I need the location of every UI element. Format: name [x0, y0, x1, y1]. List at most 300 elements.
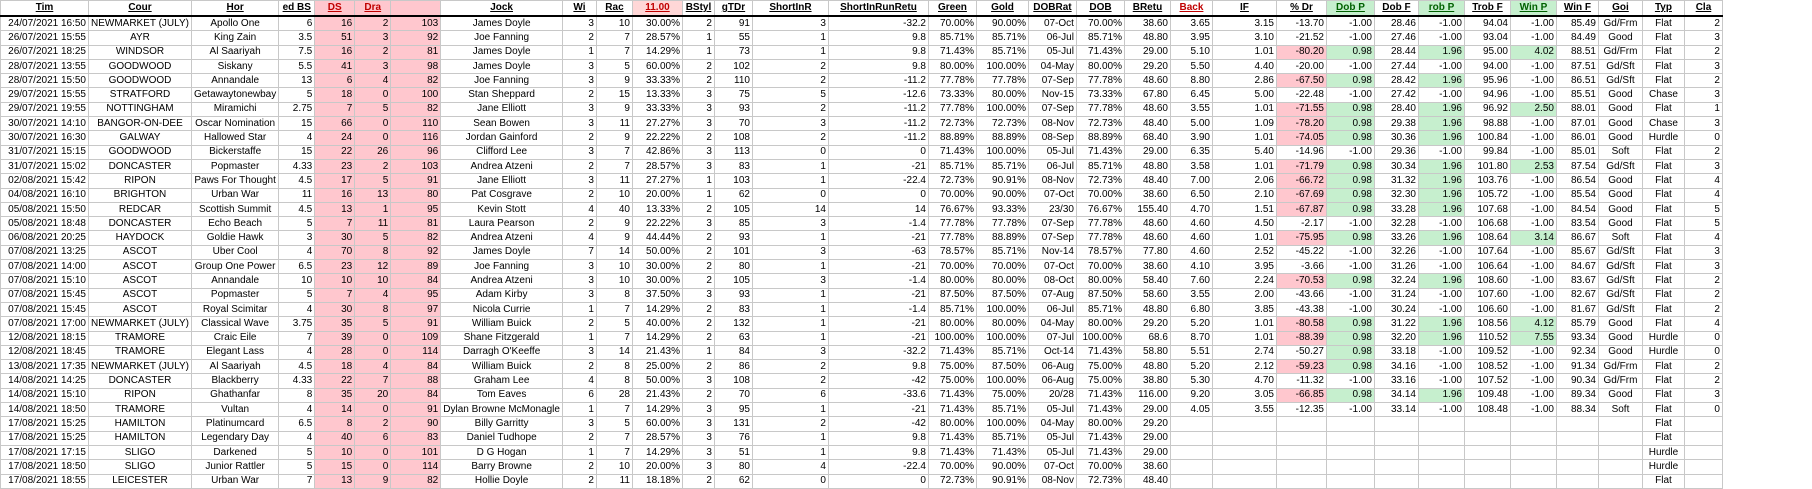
table-cell[interactable]: 0: [355, 345, 391, 359]
table-cell[interactable]: Soft: [1598, 145, 1642, 159]
table-cell[interactable]: Graham Lee: [441, 374, 563, 388]
table-cell[interactable]: 80.00%: [1076, 417, 1124, 431]
table-cell[interactable]: 07/08/2021 13:25: [1, 245, 89, 259]
table-cell[interactable]: 3.90: [1170, 131, 1212, 145]
table-cell[interactable]: 2: [682, 59, 714, 73]
table-cell[interactable]: -1.00: [1510, 59, 1556, 73]
column-header[interactable]: Trob F: [1464, 1, 1510, 17]
table-cell[interactable]: Echo Beach: [191, 217, 278, 231]
table-cell[interactable]: 109.48: [1464, 388, 1510, 402]
table-cell[interactable]: [1326, 431, 1374, 445]
table-cell[interactable]: 06-Jul: [1028, 302, 1076, 316]
table-cell[interactable]: Gd/Frm: [1598, 16, 1642, 31]
table-cell[interactable]: 1: [752, 403, 828, 417]
table-cell[interactable]: 07-Oct: [1028, 260, 1076, 274]
table-cell[interactable]: 93.04: [1464, 31, 1510, 45]
table-cell[interactable]: 32.24: [1374, 274, 1418, 288]
table-cell[interactable]: 0: [355, 331, 391, 345]
table-cell[interactable]: TRAMORE: [89, 345, 192, 359]
table-cell[interactable]: 0: [828, 145, 928, 159]
table-cell[interactable]: -1.4: [828, 274, 928, 288]
table-cell[interactable]: 4.5: [279, 360, 315, 374]
table-cell[interactable]: 100.00%: [928, 331, 976, 345]
table-cell[interactable]: 5: [279, 460, 315, 474]
table-cell[interactable]: 85.54: [1556, 188, 1598, 202]
table-cell[interactable]: [1418, 445, 1464, 459]
table-cell[interactable]: -1.00: [1510, 374, 1556, 388]
table-cell[interactable]: 108.64: [1464, 231, 1510, 245]
table-cell[interactable]: -1.00: [1418, 260, 1464, 274]
table-cell[interactable]: 22: [315, 145, 355, 159]
table-cell[interactable]: -1.00: [1326, 145, 1374, 159]
table-cell[interactable]: 51: [315, 31, 355, 45]
table-cell[interactable]: REDCAR: [89, 202, 192, 216]
table-cell[interactable]: 11: [355, 217, 391, 231]
table-cell[interactable]: 04-May: [1028, 317, 1076, 331]
table-cell[interactable]: 89.34: [1556, 388, 1598, 402]
table-cell[interactable]: 27.44: [1374, 59, 1418, 73]
table-cell[interactable]: 70: [315, 245, 355, 259]
table-cell[interactable]: -21: [828, 331, 928, 345]
table-cell[interactable]: Good: [1598, 331, 1642, 345]
table-cell[interactable]: Oscar Nomination: [191, 117, 278, 131]
table-cell[interactable]: 3: [752, 274, 828, 288]
table-cell[interactable]: 23: [315, 260, 355, 274]
table-cell[interactable]: 96.92: [1464, 102, 1510, 116]
table-cell[interactable]: 0: [1684, 131, 1722, 145]
table-cell[interactable]: 0.98: [1326, 117, 1374, 131]
table-cell[interactable]: 28.57%: [632, 431, 682, 445]
table-cell[interactable]: 21.43%: [632, 345, 682, 359]
table-cell[interactable]: 5.10: [1170, 45, 1212, 59]
table-cell[interactable]: 80.00%: [1076, 59, 1124, 73]
table-cell[interactable]: Paws For Thought: [191, 174, 278, 188]
table-cell[interactable]: 83: [714, 159, 752, 173]
table-cell[interactable]: 15: [279, 117, 315, 131]
table-cell[interactable]: 3: [1684, 88, 1722, 102]
table-cell[interactable]: 2.74: [1212, 345, 1276, 359]
table-cell[interactable]: Good: [1598, 317, 1642, 331]
table-cell[interactable]: Classical Wave: [191, 317, 278, 331]
table-cell[interactable]: 32.20: [1374, 331, 1418, 345]
table-cell[interactable]: 50.00%: [632, 374, 682, 388]
table-cell[interactable]: -32.2: [828, 345, 928, 359]
table-cell[interactable]: Scottish Summit: [191, 202, 278, 216]
table-cell[interactable]: 76.67%: [1076, 202, 1124, 216]
table-cell[interactable]: -42: [828, 417, 928, 431]
table-cell[interactable]: 35: [315, 388, 355, 402]
table-cell[interactable]: -75.95: [1276, 231, 1326, 245]
table-cell[interactable]: Oct-14: [1028, 345, 1076, 359]
table-cell[interactable]: 29.00: [1124, 445, 1170, 459]
column-header[interactable]: Win P: [1510, 1, 1556, 17]
table-cell[interactable]: 10: [596, 460, 632, 474]
table-cell[interactable]: 90.91%: [976, 474, 1028, 488]
table-cell[interactable]: WINDSOR: [89, 45, 192, 59]
table-cell[interactable]: 77.78%: [928, 74, 976, 88]
table-cell[interactable]: 91: [391, 174, 441, 188]
table-cell[interactable]: 2: [355, 417, 391, 431]
table-cell[interactable]: 10: [355, 274, 391, 288]
table-cell[interactable]: 77.78%: [928, 231, 976, 245]
table-cell[interactable]: Hurdle: [1642, 331, 1684, 345]
table-cell[interactable]: 2: [1684, 145, 1722, 159]
table-cell[interactable]: 14: [596, 245, 632, 259]
table-cell[interactable]: Chase: [1642, 88, 1684, 102]
table-cell[interactable]: -11.2: [828, 74, 928, 88]
table-cell[interactable]: 0.98: [1326, 331, 1374, 345]
table-cell[interactable]: 28/07/2021 13:55: [1, 59, 89, 73]
table-cell[interactable]: 77.78%: [928, 102, 976, 116]
table-cell[interactable]: Gd/Sft: [1598, 245, 1642, 259]
table-cell[interactable]: Jane Elliott: [441, 102, 563, 116]
table-cell[interactable]: 88.89%: [1076, 131, 1124, 145]
table-cell[interactable]: 72.73%: [928, 117, 976, 131]
table-cell[interactable]: Jordan Gainford: [441, 131, 563, 145]
table-cell[interactable]: 3: [682, 417, 714, 431]
table-cell[interactable]: -12.6: [828, 88, 928, 102]
table-cell[interactable]: Gd/Sft: [1598, 288, 1642, 302]
table-cell[interactable]: 93: [714, 231, 752, 245]
table-cell[interactable]: -71.79: [1276, 159, 1326, 173]
table-cell[interactable]: 84: [391, 388, 441, 402]
column-header[interactable]: Back: [1170, 1, 1212, 17]
table-cell[interactable]: 91: [391, 317, 441, 331]
table-cell[interactable]: [1464, 460, 1510, 474]
table-cell[interactable]: 06-Jul: [1028, 159, 1076, 173]
table-cell[interactable]: 8: [355, 302, 391, 316]
table-cell[interactable]: 12: [355, 260, 391, 274]
column-header[interactable]: Typ: [1642, 1, 1684, 17]
table-cell[interactable]: 85.49: [1556, 16, 1598, 31]
table-cell[interactable]: 3: [1684, 159, 1722, 173]
table-cell[interactable]: 4: [1684, 317, 1722, 331]
table-cell[interactable]: 3.85: [1212, 302, 1276, 316]
table-cell[interactable]: -74.05: [1276, 131, 1326, 145]
table-cell[interactable]: [1418, 417, 1464, 431]
table-cell[interactable]: 38.80: [1124, 374, 1170, 388]
table-cell[interactable]: 100.00%: [976, 302, 1028, 316]
table-cell[interactable]: 2: [752, 417, 828, 431]
table-cell[interactable]: 23/30: [1028, 202, 1076, 216]
table-cell[interactable]: 3: [562, 288, 596, 302]
table-cell[interactable]: 106.68: [1464, 217, 1510, 231]
table-cell[interactable]: 11: [596, 174, 632, 188]
table-cell[interactable]: 30.36: [1374, 131, 1418, 145]
table-cell[interactable]: 77.78%: [928, 217, 976, 231]
table-cell[interactable]: 1.96: [1418, 102, 1464, 116]
table-cell[interactable]: 0.98: [1326, 317, 1374, 331]
table-cell[interactable]: Al Saariyah: [191, 45, 278, 59]
table-cell[interactable]: 04/08/2021 16:10: [1, 188, 89, 202]
table-cell[interactable]: 87.54: [1556, 159, 1598, 173]
table-cell[interactable]: 4: [355, 288, 391, 302]
table-cell[interactable]: 9: [596, 131, 632, 145]
table-cell[interactable]: 85.71%: [1076, 31, 1124, 45]
table-cell[interactable]: -1.00: [1510, 74, 1556, 88]
table-cell[interactable]: 102: [714, 59, 752, 73]
table-cell[interactable]: 73.33%: [928, 88, 976, 102]
table-cell[interactable]: -21: [828, 317, 928, 331]
table-cell[interactable]: -70.53: [1276, 274, 1326, 288]
table-cell[interactable]: 2.50: [1510, 102, 1556, 116]
table-cell[interactable]: 91: [391, 403, 441, 417]
table-cell[interactable]: 2.75: [279, 102, 315, 116]
table-cell[interactable]: 109: [391, 331, 441, 345]
table-cell[interactable]: 0.98: [1326, 345, 1374, 359]
table-cell[interactable]: 3: [1684, 260, 1722, 274]
table-cell[interactable]: Apollo One: [191, 16, 278, 31]
table-cell[interactable]: 07-Sep: [1028, 217, 1076, 231]
table-cell[interactable]: 0: [355, 445, 391, 459]
table-cell[interactable]: 0: [1684, 345, 1722, 359]
table-cell[interactable]: 15: [596, 88, 632, 102]
table-cell[interactable]: 5: [279, 288, 315, 302]
table-cell[interactable]: 28.57%: [632, 31, 682, 45]
table-cell[interactable]: 06-Jul: [1028, 31, 1076, 45]
table-cell[interactable]: 95: [714, 403, 752, 417]
table-cell[interactable]: 7: [279, 474, 315, 488]
table-cell[interactable]: ASCOT: [89, 288, 192, 302]
table-cell[interactable]: 3: [1684, 388, 1722, 402]
table-cell[interactable]: -1.00: [1326, 403, 1374, 417]
table-cell[interactable]: 3: [682, 159, 714, 173]
table-cell[interactable]: 34.14: [1374, 388, 1418, 402]
table-cell[interactable]: Flat: [1642, 16, 1684, 31]
table-cell[interactable]: 07-Sep: [1028, 102, 1076, 116]
table-cell[interactable]: Daniel Tudhope: [441, 431, 563, 445]
table-cell[interactable]: Flat: [1642, 403, 1684, 417]
table-cell[interactable]: 90.91%: [976, 174, 1028, 188]
table-cell[interactable]: 105: [714, 274, 752, 288]
table-cell[interactable]: 71.43%: [928, 388, 976, 402]
table-cell[interactable]: Craic Eile: [191, 331, 278, 345]
table-cell[interactable]: 34.16: [1374, 360, 1418, 374]
table-cell[interactable]: -67.50: [1276, 74, 1326, 88]
table-cell[interactable]: 80.00%: [976, 274, 1028, 288]
table-cell[interactable]: 72.73%: [1076, 474, 1124, 488]
table-cell[interactable]: 132: [714, 317, 752, 331]
table-cell[interactable]: 3: [682, 431, 714, 445]
table-cell[interactable]: 80.00%: [976, 88, 1028, 102]
table-cell[interactable]: 3: [752, 345, 828, 359]
table-cell[interactable]: -22.4: [828, 174, 928, 188]
table-cell[interactable]: 3: [682, 102, 714, 116]
table-cell[interactable]: SLIGO: [89, 445, 192, 459]
table-cell[interactable]: 2: [562, 431, 596, 445]
table-cell[interactable]: 2: [562, 317, 596, 331]
table-cell[interactable]: 1: [752, 317, 828, 331]
table-cell[interactable]: 2: [682, 317, 714, 331]
table-cell[interactable]: 3.65: [1170, 16, 1212, 31]
table-cell[interactable]: 98: [391, 59, 441, 73]
table-cell[interactable]: 5: [279, 88, 315, 102]
table-cell[interactable]: 5: [279, 445, 315, 459]
table-cell[interactable]: 30.00%: [632, 260, 682, 274]
table-cell[interactable]: 80.00%: [928, 59, 976, 73]
table-cell[interactable]: 8: [596, 360, 632, 374]
table-cell[interactable]: 08-Nov: [1028, 174, 1076, 188]
table-cell[interactable]: 86: [714, 360, 752, 374]
table-cell[interactable]: 76.67%: [928, 202, 976, 216]
column-header[interactable]: Dob F: [1374, 1, 1418, 17]
table-cell[interactable]: 75.00%: [976, 388, 1028, 402]
table-cell[interactable]: 13.33%: [632, 88, 682, 102]
table-cell[interactable]: 77.78%: [976, 217, 1028, 231]
table-cell[interactable]: 0.98: [1326, 188, 1374, 202]
table-cell[interactable]: 3.55: [1170, 102, 1212, 116]
table-cell[interactable]: Junior Rattler: [191, 460, 278, 474]
table-cell[interactable]: -1.4: [828, 217, 928, 231]
table-cell[interactable]: 83: [391, 431, 441, 445]
table-cell[interactable]: 07/08/2021 15:10: [1, 274, 89, 288]
table-cell[interactable]: 71.43%: [928, 345, 976, 359]
table-cell[interactable]: 55: [714, 31, 752, 45]
table-cell[interactable]: 106.60: [1464, 302, 1510, 316]
table-cell[interactable]: 7: [596, 302, 632, 316]
table-cell[interactable]: [1418, 460, 1464, 474]
table-cell[interactable]: 87.50%: [976, 360, 1028, 374]
table-cell[interactable]: -21: [828, 231, 928, 245]
table-cell[interactable]: 88.89%: [928, 131, 976, 145]
table-cell[interactable]: 48.80: [1124, 302, 1170, 316]
table-cell[interactable]: HAMILTON: [89, 417, 192, 431]
table-cell[interactable]: 2: [562, 217, 596, 231]
table-cell[interactable]: 7.5: [279, 45, 315, 59]
table-cell[interactable]: 2: [562, 88, 596, 102]
table-cell[interactable]: Flat: [1642, 188, 1684, 202]
table-cell[interactable]: 1: [682, 45, 714, 59]
table-cell[interactable]: -21: [828, 288, 928, 302]
table-cell[interactable]: 100.00%: [976, 145, 1028, 159]
table-cell[interactable]: 6.5: [279, 417, 315, 431]
table-cell[interactable]: -21.52: [1276, 31, 1326, 45]
column-header[interactable]: ShortInR: [752, 1, 828, 17]
table-cell[interactable]: Barry Browne: [441, 460, 563, 474]
table-cell[interactable]: 4.60: [1170, 245, 1212, 259]
table-cell[interactable]: -1.00: [1418, 16, 1464, 31]
table-cell[interactable]: Flat: [1642, 245, 1684, 259]
table-cell[interactable]: 100.84: [1464, 131, 1510, 145]
table-cell[interactable]: 80: [714, 260, 752, 274]
table-cell[interactable]: -1.00: [1326, 260, 1374, 274]
table-cell[interactable]: 27.27%: [632, 117, 682, 131]
table-cell[interactable]: -22.48: [1276, 88, 1326, 102]
table-cell[interactable]: 9.8: [828, 31, 928, 45]
table-cell[interactable]: 17/08/2021 15:25: [1, 417, 89, 431]
table-cell[interactable]: 90.00%: [976, 16, 1028, 31]
table-cell[interactable]: 8: [279, 388, 315, 402]
table-cell[interactable]: 1.96: [1418, 188, 1464, 202]
table-cell[interactable]: 108: [714, 131, 752, 145]
table-cell[interactable]: 70: [714, 117, 752, 131]
table-cell[interactable]: 89: [391, 260, 441, 274]
table-cell[interactable]: -88.39: [1276, 331, 1326, 345]
table-cell[interactable]: 9.8: [828, 360, 928, 374]
table-cell[interactable]: [1556, 431, 1598, 445]
table-cell[interactable]: 72.73%: [928, 474, 976, 488]
table-cell[interactable]: 5: [355, 231, 391, 245]
table-cell[interactable]: LEICESTER: [89, 474, 192, 488]
table-cell[interactable]: 85.71%: [976, 345, 1028, 359]
table-cell[interactable]: -1.00: [1510, 260, 1556, 274]
table-cell[interactable]: Flat: [1642, 288, 1684, 302]
table-cell[interactable]: 2: [752, 360, 828, 374]
table-cell[interactable]: Kevin Stott: [441, 202, 563, 216]
table-cell[interactable]: James Doyle: [441, 245, 563, 259]
table-cell[interactable]: 2: [752, 374, 828, 388]
table-cell[interactable]: -78.20: [1276, 117, 1326, 131]
table-cell[interactable]: NEWMARKET (JULY): [89, 360, 192, 374]
table-cell[interactable]: 7: [596, 145, 632, 159]
table-cell[interactable]: 107.52: [1464, 374, 1510, 388]
table-cell[interactable]: SLIGO: [89, 460, 192, 474]
table-cell[interactable]: -1.00: [1510, 288, 1556, 302]
table-cell[interactable]: 9.20: [1170, 388, 1212, 402]
table-cell[interactable]: 108.48: [1464, 403, 1510, 417]
table-cell[interactable]: 109.52: [1464, 345, 1510, 359]
table-cell[interactable]: 3: [752, 16, 828, 31]
table-cell[interactable]: 0.98: [1326, 174, 1374, 188]
table-cell[interactable]: Flat: [1642, 102, 1684, 116]
table-cell[interactable]: William Buick: [441, 317, 563, 331]
table-cell[interactable]: 29.20: [1124, 417, 1170, 431]
table-cell[interactable]: 62: [714, 474, 752, 488]
table-cell[interactable]: 5.40: [1212, 145, 1276, 159]
table-cell[interactable]: Flat: [1642, 202, 1684, 216]
table-cell[interactable]: 33.14: [1374, 403, 1418, 417]
table-cell[interactable]: 2: [682, 260, 714, 274]
table-cell[interactable]: 30/07/2021 16:30: [1, 131, 89, 145]
table-cell[interactable]: 20.00%: [632, 188, 682, 202]
table-cell[interactable]: 90.34: [1556, 374, 1598, 388]
table-cell[interactable]: 7: [596, 331, 632, 345]
table-cell[interactable]: 75.00%: [1076, 360, 1124, 374]
table-cell[interactable]: -1.00: [1510, 345, 1556, 359]
table-cell[interactable]: 26/07/2021 15:55: [1, 31, 89, 45]
table-cell[interactable]: 85.71%: [1076, 159, 1124, 173]
table-cell[interactable]: 81: [391, 217, 441, 231]
table-cell[interactable]: 105.72: [1464, 188, 1510, 202]
table-cell[interactable]: 90.00%: [976, 460, 1028, 474]
table-cell[interactable]: Gd/Frm: [1598, 374, 1642, 388]
table-cell[interactable]: Laura Pearson: [441, 217, 563, 231]
table-cell[interactable]: Al Saariyah: [191, 360, 278, 374]
table-cell[interactable]: 71.43%: [1076, 145, 1124, 159]
table-cell[interactable]: TRAMORE: [89, 403, 192, 417]
table-cell[interactable]: 13: [355, 188, 391, 202]
table-cell[interactable]: Joe Fanning: [441, 31, 563, 45]
table-cell[interactable]: 31.24: [1374, 288, 1418, 302]
table-cell[interactable]: Hurdle: [1642, 460, 1684, 474]
table-cell[interactable]: 1.01: [1212, 331, 1276, 345]
table-cell[interactable]: 4: [279, 403, 315, 417]
table-cell[interactable]: -1.00: [1510, 388, 1556, 402]
table-cell[interactable]: 2: [682, 245, 714, 259]
table-cell[interactable]: 1: [752, 45, 828, 59]
table-cell[interactable]: 7.60: [1170, 274, 1212, 288]
table-cell[interactable]: 72.73%: [1076, 174, 1124, 188]
table-cell[interactable]: 6: [355, 431, 391, 445]
table-cell[interactable]: 30/07/2021 14:10: [1, 117, 89, 131]
table-cell[interactable]: 3: [682, 117, 714, 131]
table-cell[interactable]: Hollie Doyle: [441, 474, 563, 488]
table-cell[interactable]: [1212, 431, 1276, 445]
table-cell[interactable]: [1374, 474, 1418, 488]
table-cell[interactable]: 07-Oct: [1028, 188, 1076, 202]
table-cell[interactable]: Tom Eaves: [441, 388, 563, 402]
table-cell[interactable]: 100.00%: [976, 102, 1028, 116]
